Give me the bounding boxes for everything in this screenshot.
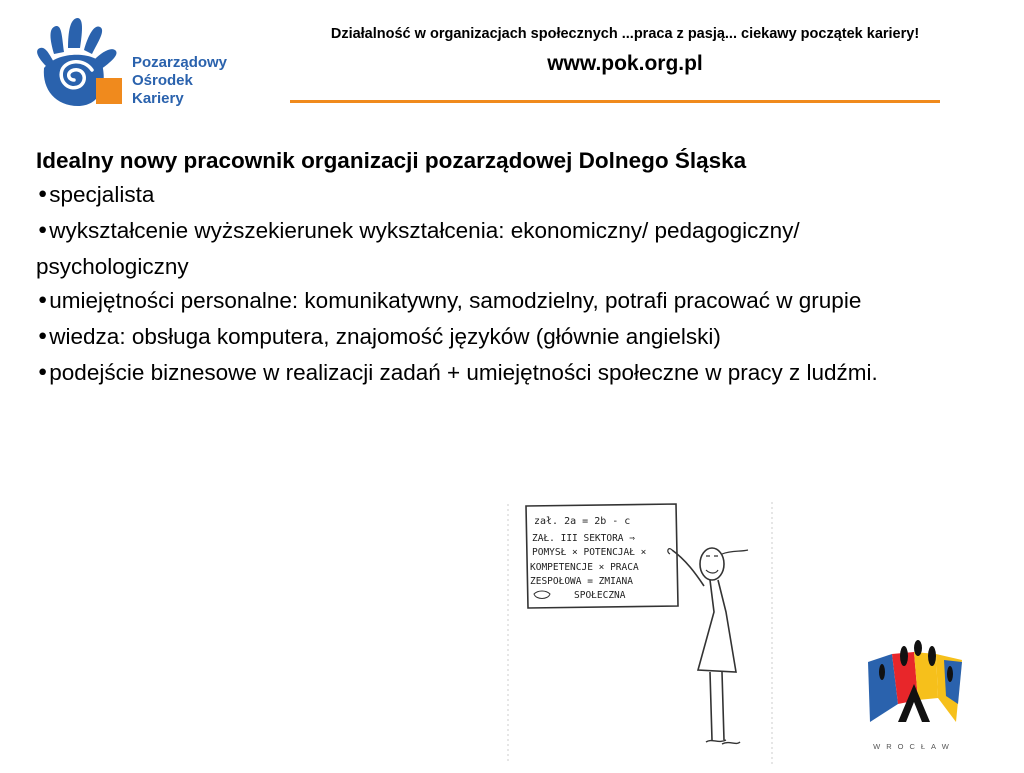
bullet-text: wykształcenie wyższe	[49, 218, 269, 243]
header-tagline: Działalność w organizacjach społecznych ...praca z pasją... ciekawy początek kariery!	[330, 26, 920, 42]
bullet-text: wiedza: obsługa komputera, znajomość języków (głównie angielski)	[49, 324, 721, 349]
hand-logo-icon	[28, 14, 128, 114]
list-item	[36, 284, 906, 320]
sketch-drawing	[500, 494, 780, 768]
wroclaw-logo	[858, 640, 970, 760]
sketch-line-3: POMYSŁ × POTENCJAŁ ×	[532, 547, 647, 558]
wroclaw-label: WROCŁAW	[873, 742, 955, 751]
sketch-line-6: SPOŁECZNA	[574, 590, 626, 601]
sketch-line-2: ZAŁ. III SEKTORA ⇒	[532, 533, 635, 544]
list-item	[36, 356, 906, 392]
bullet-text: kierunek wykształcenia: ekonomiczny/ pedagogiczny/ psychologiczny	[36, 218, 800, 279]
bullet-icon: •	[36, 182, 50, 208]
list-item	[36, 320, 906, 356]
bullet-icon: •	[36, 218, 50, 244]
bullet-icon: •	[36, 288, 50, 314]
sketch-illustration	[500, 494, 780, 768]
logo-line-2: Ośrodek	[132, 72, 193, 89]
list-item	[36, 178, 906, 214]
sketch-line-4: KOMPETENCJE × PRACA	[530, 562, 639, 573]
wroclaw-emblem-icon	[858, 640, 970, 740]
slide-content	[36, 144, 906, 392]
logo-line-3: Kariery	[132, 90, 184, 107]
logo-line-1: Pozarządowy	[132, 54, 228, 71]
logo-wordmark	[132, 54, 227, 108]
sketch-line-5: ZESPOŁOWA = ZMIANA	[530, 576, 633, 587]
bullet-text: specjalista	[49, 182, 155, 207]
bullet-text: umiejętności personalne: komunikatywny, samodzielny, potrafi pracować w grupie	[49, 288, 862, 313]
bullet-text: podejście biznesowe w realizacji zadań + umiejętności społeczne w pracy z ludźmi.	[49, 360, 878, 385]
pok-logo	[28, 14, 268, 114]
sketch-formula: zał. 2a = 2b - c	[534, 516, 631, 527]
list-item	[36, 214, 906, 284]
header-divider	[290, 100, 940, 103]
header-url[interactable]: www.pok.org.pl	[547, 52, 703, 75]
bullet-icon: •	[36, 360, 50, 386]
slide-title: Idealny nowy pracownik organizacji pozarządowej Dolnego Śląska	[36, 148, 747, 173]
bullet-icon: •	[36, 324, 50, 350]
